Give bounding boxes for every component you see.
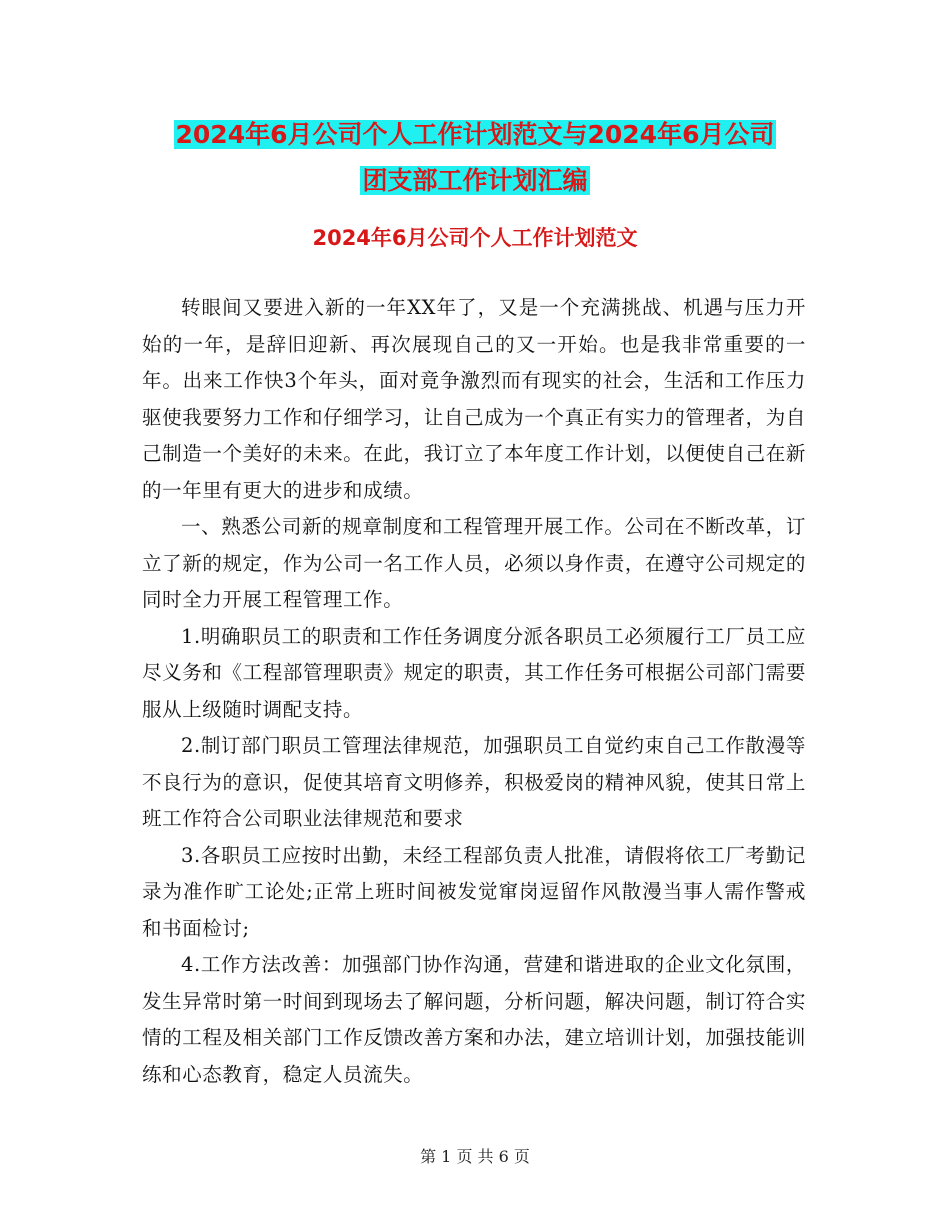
paragraph-section-1: 一、熟悉公司新的规章制度和工程管理开展工作。公司在不断改革，订立了新的规定，作为公司一名工作人员，必须以身作责，在遵守公司规定的同时全力开展工程管理工作。 (142, 515, 806, 611)
section-title: 2024年6月公司个人工作计划范文 (312, 226, 638, 250)
paragraph-item-1: 1.明确职员工的职责和工作任务调度分派各职员工必须履行工厂员工应尽义务和《工程部管理职责》规定的职责，其工作任务可根据公司部门需要服从上级随时调配支持。 (142, 624, 806, 721)
document-body (142, 290, 806, 1093)
paragraph-intro: 转眼间又要进入新的一年XX年了，又是一个充满挑战、机遇与压力开始的一年，是辞旧迎新、再次展现自己的又一开始。也是我非常重要的一年。出来工作快3个年头，面对竟争激烈而有现实的社会，生活和工作压力驱使我要努力工作和仔细学习，让自己成为一个真正有实力的管理者，为自己制造一个美好的未来。在此，我订立了本年度工作计划，以便使自己在新的一年里有更大的进步和成绩。 (142, 296, 806, 502)
paragraph-item-4: 4.工作方法改善：加强部门协作沟通，营建和谐进取的企业文化氛围，发生异常时第一时间到现场去了解问题，分析问题，解决问题，制订符合实情的工程及相关部门工作反馈改善方案和办法，建立培训计划，加强技能训练和心态教育，稳定人员流失。 (142, 953, 806, 1086)
page-footer: 第 1 页 共 6 页 (420, 1147, 530, 1166)
document-title-line-1: 2024年6月公司个人工作计划范文与2024年6月公司 (175, 120, 775, 149)
document-title (140, 112, 810, 204)
paragraph-item-3: 3.各职员工应按时出勤，未经工程部负责人批准，请假将依工厂考勤记录为准作旷工论处;正常上班时间被发觉窜岗逗留作风散漫当事人需作警戒和书面检讨; (142, 843, 806, 940)
document-title-line-2: 团支部工作计划汇编 (362, 166, 588, 195)
paragraph-item-2: 2.制订部门职员工管理法律规范，加强职员工自觉约束自己工作散漫等不良行为的意识，促使其培育文明修养，积极爱岗的精神风貌，使其日常上班工作符合公司职业法律规范和要求 (142, 734, 806, 830)
